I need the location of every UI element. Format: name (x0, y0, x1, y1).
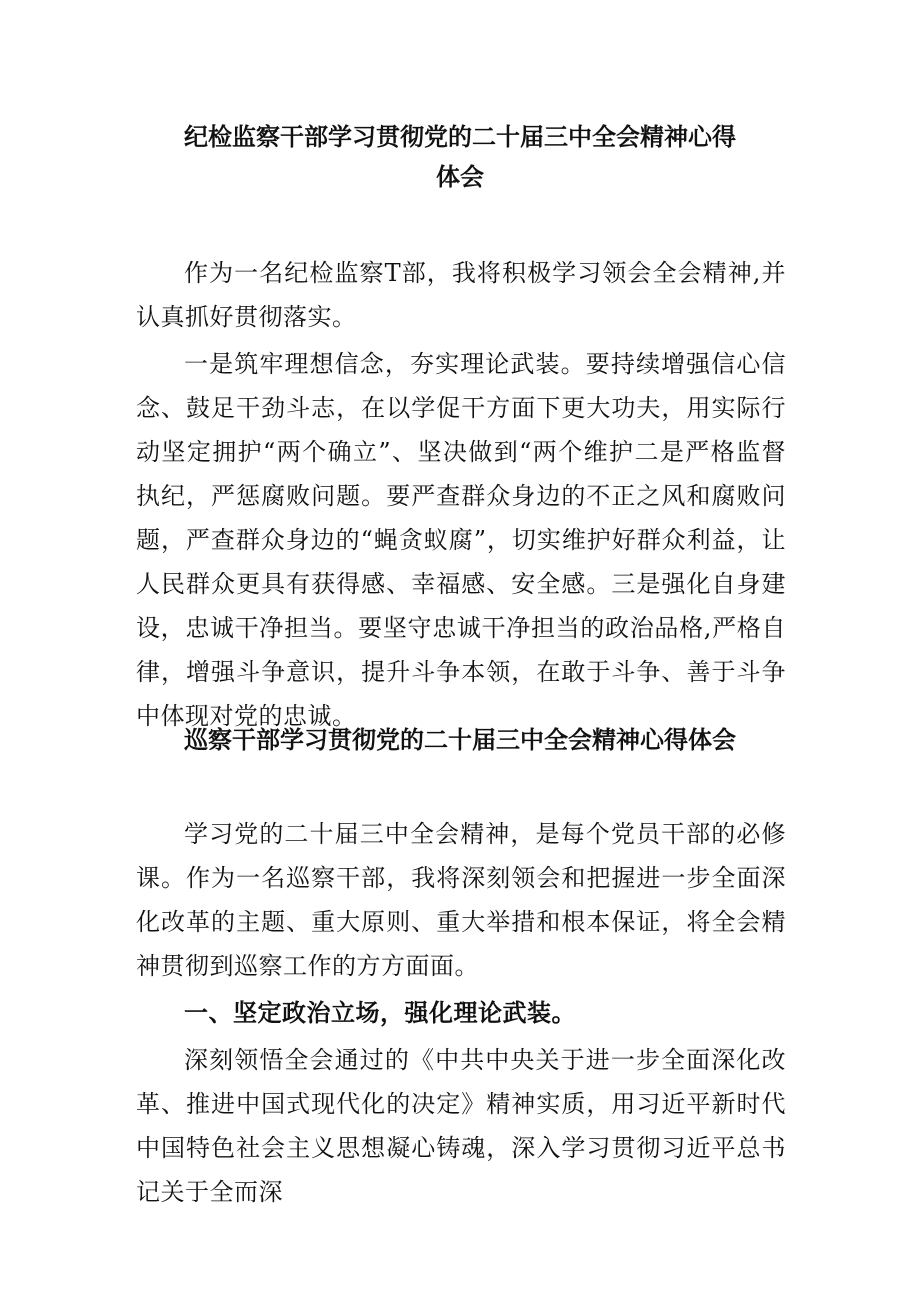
article-2-paragraph-1: 深刻领悟全会通过的《中共中央关于进一步全面深化改革、推进中国式现代化的决定》精神实质，用习近平新时代中国特色社会主义思想凝心铸魂，深入学习贯彻习近平总书记关于全而深 (136, 1046, 786, 1206)
article-1-title (120, 117, 800, 197)
article-2-heading-1: 一、坚定政治立场，强化理论武装。 (184, 999, 576, 1027)
article-2-body (136, 812, 786, 1214)
article-1-body (136, 251, 786, 738)
article-1-title-line-2: 体会 (436, 163, 484, 191)
article-2-intro: 学习党的二十届三中全会精神，是每个党员干部的必修课。作为一名巡察干部，我将深刻领会和把握进一步全面深化改革的主题、重大原则、重大举措和根本保证，将全会精神贯彻到巡察工作的方方面面。 (136, 820, 786, 980)
article-1-paragraph-2: 一是筑牢理想信念，夯实理论武装。要持续增强信心信念、鼓足干劲斗志，在以学促干方面下更大功夫，用实际行动坚定拥护“两个确立”、坚决做到“两个维护二是严格监督执纪，严惩腐败问题。要严查群众身边的不正之风和腐败问题，严查群众身边的“蝇贪蚁腐”，切实维护好群众利益，让人民群众更具有获得感、幸福感、安全感。三是强化自身建设，忠诚干净担当。要坚守忠诚干净担当的政治品格,严格自律，增强斗争意识，提升斗争本领，在敢于斗争、善于斗争中体现对党的忠诚。 (136, 350, 786, 730)
article-1-title-line-1: 纪检监察干部学习贯彻党的二十届三中全会精神心得 (184, 123, 736, 151)
article-2-title: 巡察干部学习贯彻党的二十届三中全会精神心得体会 (184, 726, 736, 754)
article-1-paragraph-1: 作为一名纪检监察T部，我将积极学习领会全会精神,并认真抓好贯彻落实。 (136, 259, 786, 331)
